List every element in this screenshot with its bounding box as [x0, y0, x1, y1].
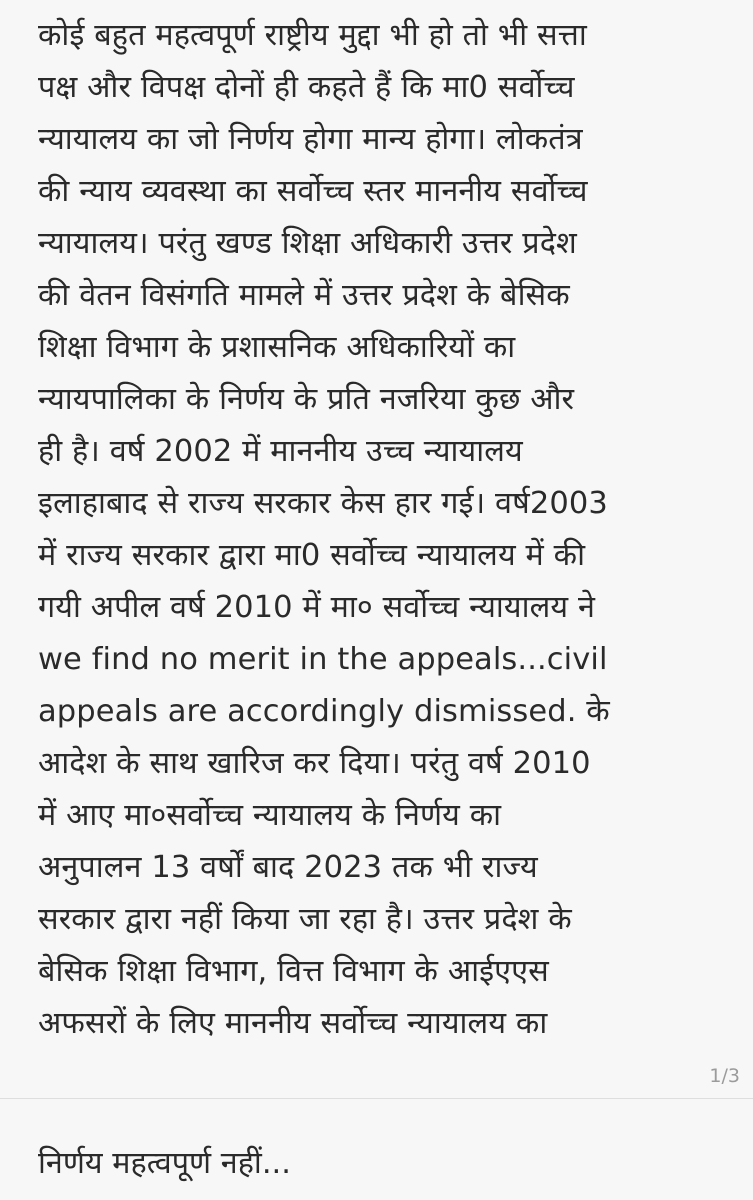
- note-line: कोई बहुत महत्वपूर्ण राष्ट्रीय मुद्दा भी हो तो भी सत्ता: [38, 18, 587, 53]
- next-page-preview: निर्णय महत्वपूर्ण नहीं...: [38, 1146, 291, 1181]
- next-page[interactable]: [0, 1099, 753, 1200]
- note-body: [38, 10, 738, 1050]
- note-line: अफसरों के लिए माननीय सर्वोच्च न्यायालय का: [38, 1006, 548, 1041]
- note-line: न्यायालय का जो निर्णय होगा मान्य होगा। लोकतंत्र: [38, 122, 583, 157]
- note-line: आदेश के साथ खारिज कर दिया। परंतु वर्ष 2010: [38, 746, 591, 781]
- note-line: की न्याय व्यवस्था का सर्वोच्च स्तर माननीय सर्वोच्च: [38, 174, 588, 209]
- note-line: गयी अपील वर्ष 2010 में मा० सर्वोच्च न्यायालय ने: [38, 590, 595, 625]
- note-line: appeals are accordingly dismissed. के: [38, 694, 610, 729]
- note-line: बेसिक शिक्षा विभाग, वित्त विभाग के आईएएस: [38, 954, 549, 989]
- note-line: ही है। वर्ष 2002 में माननीय उच्च न्यायालय: [38, 434, 523, 469]
- note-line: सरकार द्वारा नहीं किया जा रहा है। उत्तर प्रदेश के: [38, 902, 572, 937]
- note-line: पक्ष और विपक्ष दोनों ही कहते हैं कि मा0 सर्वोच्च: [38, 70, 575, 105]
- note-line: इलाहाबाद से राज्य सरकार केस हार गई। वर्ष2003: [38, 486, 608, 521]
- note-line: में राज्य सरकार द्वारा मा0 सर्वोच्च न्यायालय में की: [38, 538, 586, 573]
- page-counter: 1/3: [709, 1065, 740, 1087]
- note-line: शिक्षा विभाग के प्रशासनिक अधिकारियों का: [38, 330, 516, 365]
- note-line: we find no merit in the appeals...civil: [38, 642, 608, 677]
- note-line: न्यायपालिका के निर्णय के प्रति नजरिया कुछ और: [38, 382, 575, 417]
- note-line: न्यायालय। परंतु खण्ड शिक्षा अधिकारी उत्तर प्रदेश: [38, 226, 577, 261]
- note-line: अनुपालन 13 वर्षों बाद 2023 तक भी राज्य: [38, 850, 538, 885]
- note-line: की वेतन विसंगति मामले में उत्तर प्रदेश के बेसिक: [38, 278, 570, 313]
- note-line: में आए मा०सर्वोच्च न्यायालय के निर्णय का: [38, 798, 502, 833]
